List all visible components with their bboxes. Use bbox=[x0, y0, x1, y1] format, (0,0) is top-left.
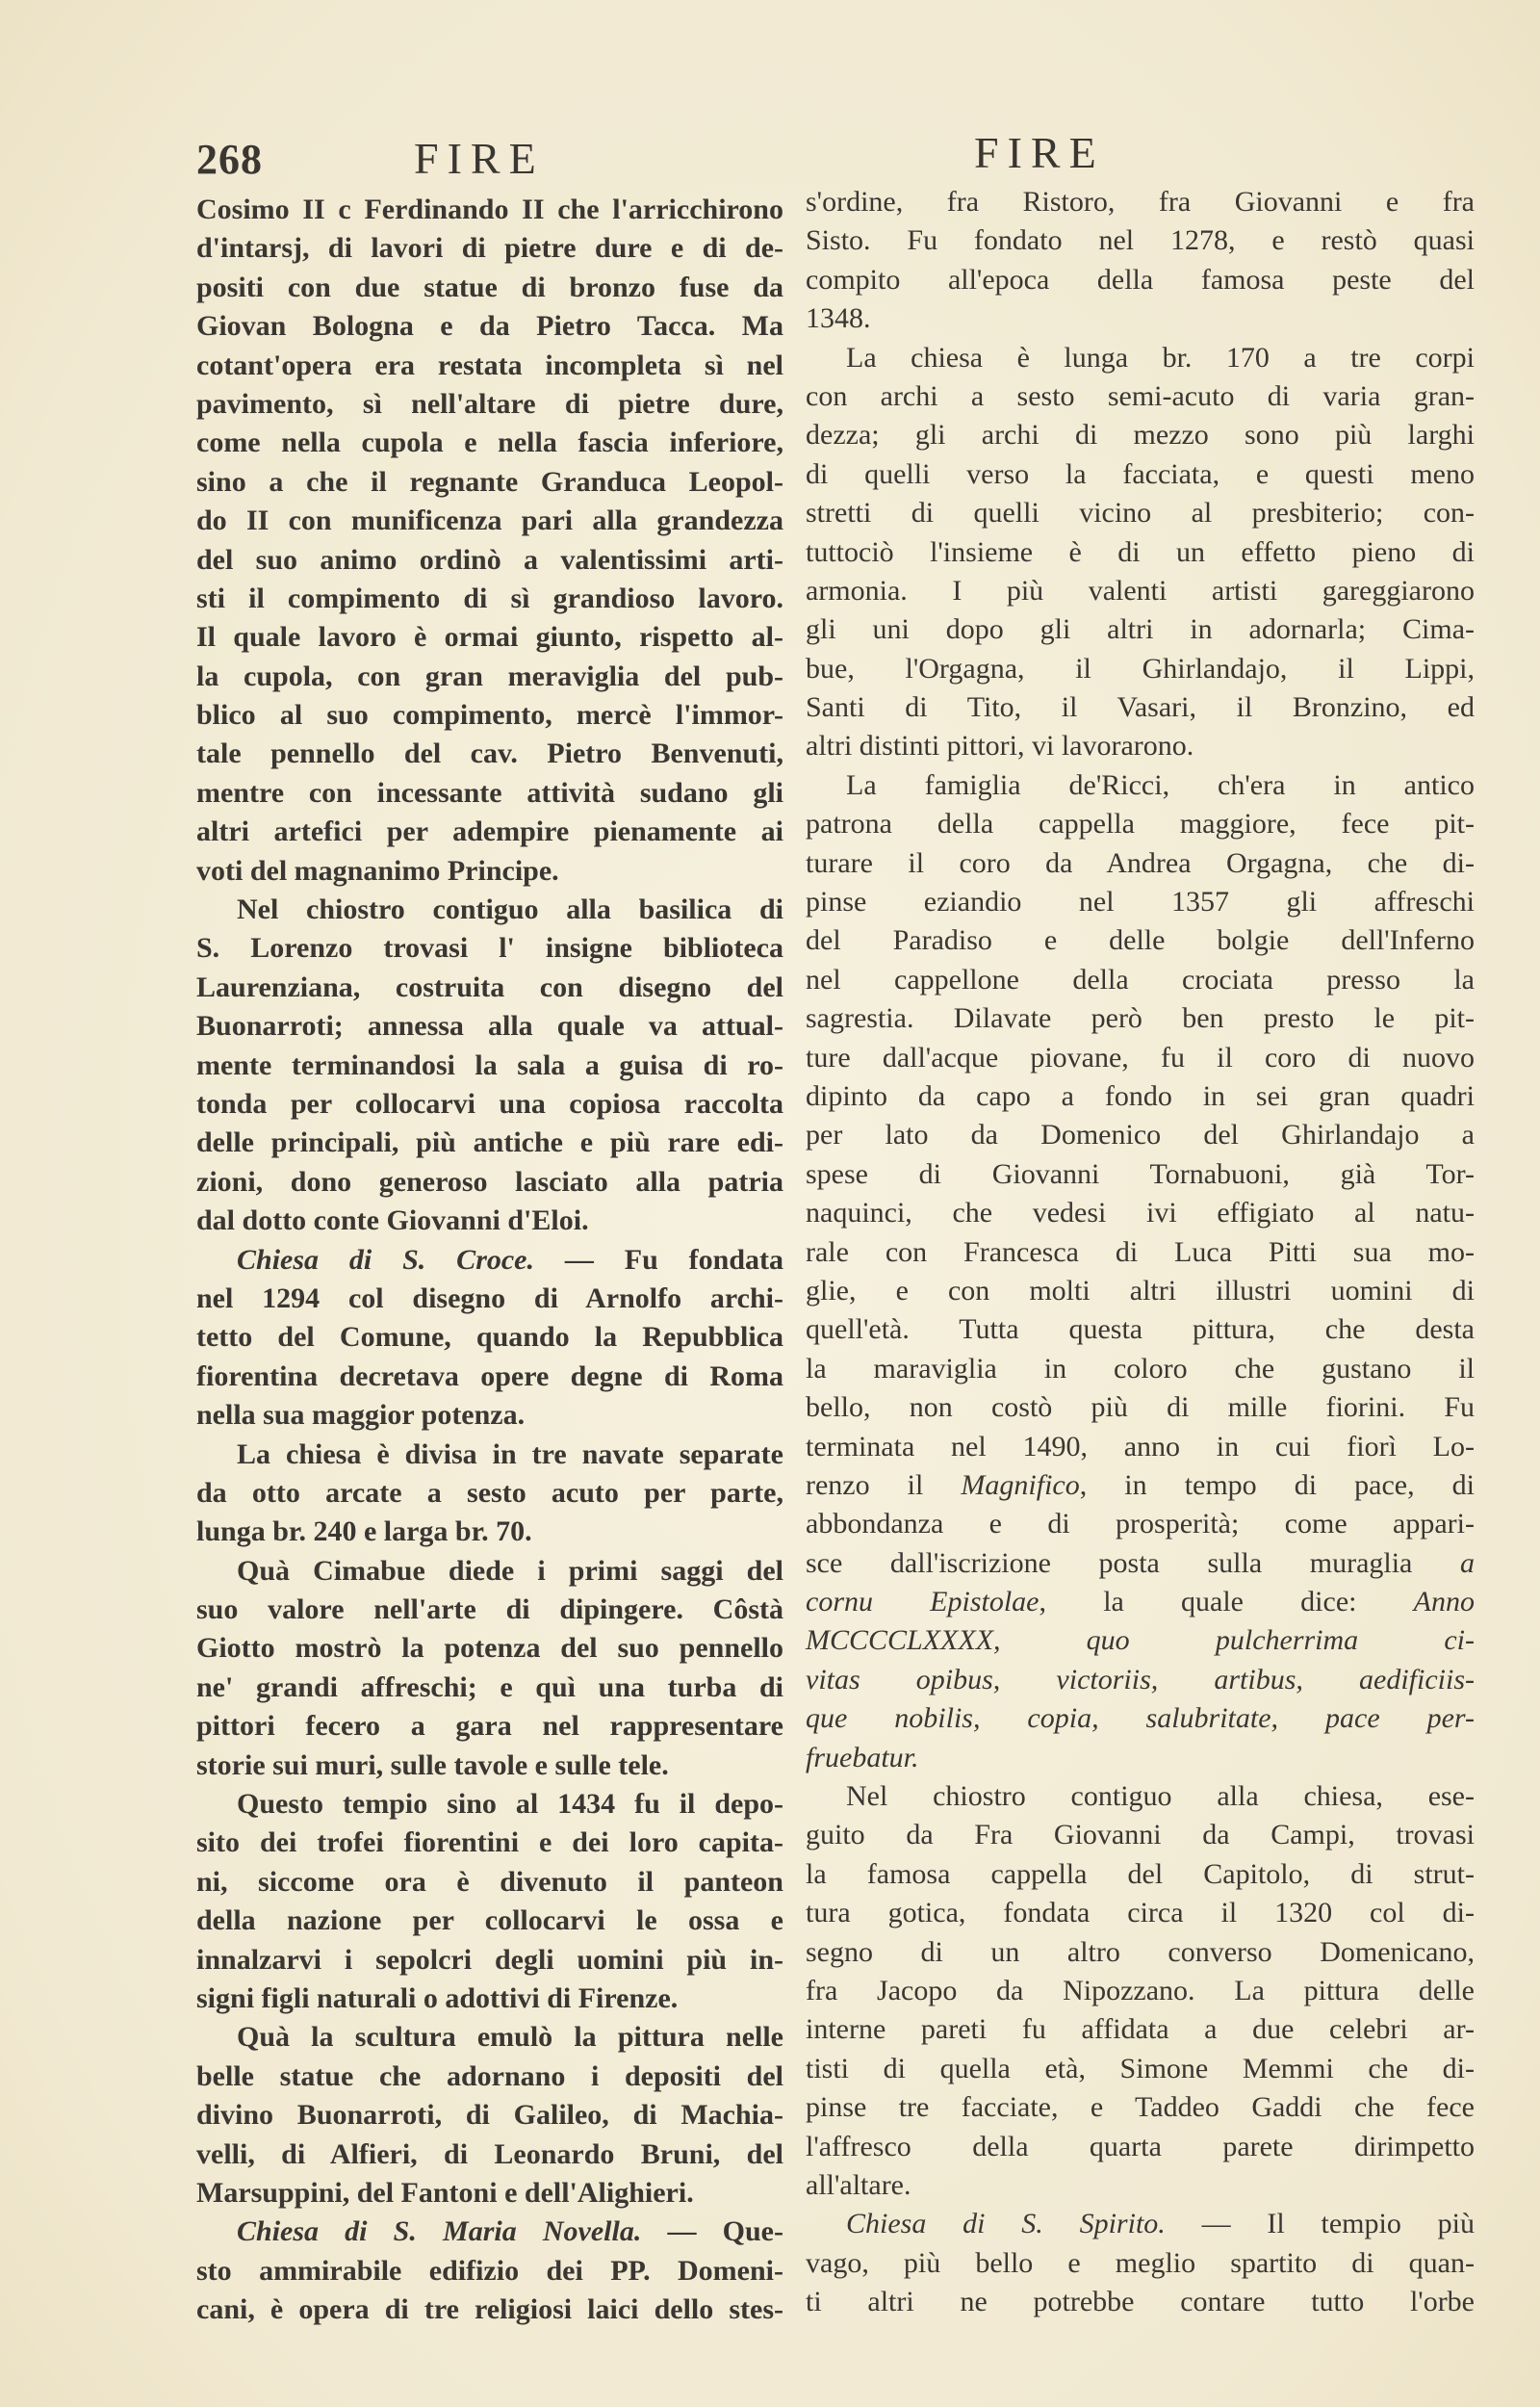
text-line: La chiesa è divisa in tre navate separate bbox=[237, 1437, 783, 1470]
text-line: bue, l'Orgagna, il Ghirlandajo, il Lippi, bbox=[806, 652, 1475, 685]
paragraph bbox=[196, 891, 783, 1241]
text-line: Quà Cimabue diede i primi saggi del bbox=[237, 1554, 783, 1587]
text-line: abbondanza e di prosperità; come appari- bbox=[806, 1508, 1475, 1540]
text-line: La chiesa è lunga br. 170 a tre corpi bbox=[846, 341, 1475, 374]
text-line: mentre con incessante attività sudano gli bbox=[196, 776, 783, 809]
text-line: compito all'epoca della famosa peste del bbox=[806, 263, 1475, 296]
running-head-left: FIRE bbox=[414, 134, 545, 183]
text-line: Giotto mostrò la potenza del suo pennello bbox=[196, 1632, 783, 1665]
paragraph bbox=[806, 183, 1475, 339]
text-line bbox=[196, 2213, 783, 2251]
paragraph bbox=[196, 191, 783, 891]
text-line: di quelli verso la facciata, e questi meno bbox=[806, 457, 1475, 490]
text-line: della nazione per collocarvi le ossa e bbox=[196, 1904, 783, 1937]
text-line: blico al suo compimento, mercè l'immor- bbox=[196, 699, 783, 732]
running-head-right: FIRE bbox=[974, 128, 1105, 177]
text-line: Nel chiostro contiguo alla basilica di bbox=[237, 893, 783, 926]
text-segment: , la quale dice: bbox=[1039, 1586, 1414, 1618]
paragraph bbox=[196, 1436, 783, 1552]
text-line: tisti di quella età, Simone Memmi che di- bbox=[806, 2052, 1475, 2084]
text-line: all'altare. bbox=[806, 2168, 911, 2201]
text-line: da otto arcate a sesto acuto per parte, bbox=[196, 1476, 783, 1509]
text-line: dipinto da capo a fondo in sei gran quadri bbox=[806, 1079, 1475, 1112]
text-line bbox=[806, 2205, 1475, 2243]
text-segment: sce dall'iscrizione posta sulla muraglia bbox=[806, 1546, 1460, 1579]
text-line: S. Lorenzo trovasi l' insigne biblioteca bbox=[196, 932, 783, 965]
text-line: fra Jacopo da Nipozzano. La pittura delle bbox=[806, 1974, 1475, 2006]
text-segment: — Que- bbox=[641, 2215, 783, 2248]
text-line: l'affresco della quarta parete dirimpetto bbox=[806, 2130, 1475, 2162]
text-line: del suo animo ordinò a valentissimi arti- bbox=[196, 543, 783, 576]
text-line: come nella cupola e nella fascia inferiore, bbox=[196, 427, 783, 459]
text-line: sti il compimento di sì grandioso lavoro. bbox=[196, 582, 783, 614]
text-line: sagrestia. Dilavate però ben presto le pit- bbox=[806, 1002, 1475, 1035]
text-line: Questo tempio sino al 1434 fu il depo- bbox=[237, 1788, 783, 1821]
text-segment: , in tempo di pace, di bbox=[1079, 1468, 1475, 1501]
text-line bbox=[806, 1466, 1475, 1505]
text-line: per lato da Domenico del Ghirlandajo a bbox=[806, 1119, 1475, 1152]
text-line: ti altri ne potrebbe contare tutto l'orbe bbox=[806, 2286, 1475, 2318]
text-line: altri artefici per adempire pienamente ai bbox=[196, 815, 783, 848]
text-line: con archi a sesto semi-acuto di varia gran- bbox=[806, 379, 1475, 412]
text-line: segno di un altro converso Domenicano, bbox=[806, 1935, 1475, 1968]
italic-text: MCCCCLXXXX, quo pulcherrima ci- bbox=[806, 1624, 1475, 1657]
text-line: signi figli naturali o adottivi di Firenze. bbox=[196, 1981, 679, 2014]
text-line: terminata nel 1490, anno in cui fiorì Lo- bbox=[806, 1430, 1475, 1462]
text-line: cani, è opera di tre religiosi laici dello stes- bbox=[196, 2293, 783, 2326]
paragraph bbox=[806, 1777, 1475, 2205]
text-line: nella sua maggior potenza. bbox=[196, 1399, 526, 1432]
paragraph bbox=[196, 1241, 783, 1436]
text-line: altri distinti pittori, vi lavorarono. bbox=[806, 730, 1194, 763]
text-line: Marsuppini, del Fantoni e dell'Alighieri. bbox=[196, 2176, 694, 2209]
text-line: sino a che il regnante Granduca Leopol- bbox=[196, 465, 783, 498]
text-line: nel 1294 col disegno di Arnolfo archi- bbox=[196, 1281, 783, 1314]
text-line: armonia. I più valenti artisti gareggiarono bbox=[806, 574, 1475, 607]
italic-text: Chiesa di S. Spirito. bbox=[846, 2208, 1166, 2240]
italic-text: Magnifico bbox=[961, 1468, 1080, 1501]
text-segment: — Il tempio più bbox=[1165, 2208, 1475, 2240]
text-line: del Paradiso e delle bolgie dell'Inferno bbox=[806, 924, 1475, 957]
text-line: lunga br. 240 e larga br. 70. bbox=[196, 1515, 532, 1548]
text-line: cotant'opera era restata incompleta sì nel bbox=[196, 349, 783, 381]
text-line: stretti di quelli vicino al presbiterio; con- bbox=[806, 497, 1475, 530]
italic-text: fruebatur. bbox=[806, 1741, 919, 1773]
text-line bbox=[806, 1621, 1475, 1660]
text-line bbox=[806, 1583, 1475, 1621]
text-line bbox=[806, 1739, 1475, 1777]
text-line: spese di Giovanni Tornabuoni, già Tor- bbox=[806, 1157, 1475, 1190]
italic-text: vitas opibus, victoriis, artibus, aedificiis- bbox=[806, 1663, 1475, 1695]
text-line: Buonarroti; annessa alla quale va attual- bbox=[196, 1010, 783, 1043]
text-line: rale con Francesca di Luca Pitti sua mo- bbox=[806, 1235, 1475, 1268]
text-line: divino Buonarroti, di Galileo, di Machia- bbox=[196, 2099, 783, 2132]
text-line: s'ordine, fra Ristoro, fra Giovanni e fra bbox=[806, 186, 1475, 218]
text-line: glie, e con molti altri illustri uomini di bbox=[806, 1274, 1475, 1307]
text-line: gli uni dopo gli altri in adornarla; Cima- bbox=[806, 613, 1475, 646]
text-line: 1348. bbox=[806, 302, 871, 335]
text-line: vago, più bello e meglio spartito di quan- bbox=[806, 2246, 1475, 2279]
text-line: Santi di Tito, il Vasari, il Bronzino, ed bbox=[806, 691, 1475, 724]
text-line: velli, di Alfieri, di Leonardo Bruni, del bbox=[196, 2137, 783, 2170]
text-line bbox=[806, 1699, 1475, 1738]
text-line: d'intarsj, di lavori di pietre dure e di de- bbox=[196, 232, 783, 265]
paragraph bbox=[196, 2018, 783, 2213]
text-segment: renzo il bbox=[806, 1468, 962, 1501]
text-line: Nel chiostro contiguo alla chiesa, ese- bbox=[846, 1780, 1475, 1813]
text-line: Giovan Bologna e da Pietro Tacca. Ma bbox=[196, 310, 783, 343]
text-line bbox=[196, 1241, 783, 1280]
text-line: bello, non costò più di mille fiorini. Fu bbox=[806, 1391, 1475, 1424]
text-line: la maraviglia in coloro che gustano il bbox=[806, 1352, 1475, 1385]
text-line: pinse tre facciate, e Taddeo Gaddi che fece bbox=[806, 2091, 1475, 2124]
text-line: tale pennello del cav. Pietro Benvenuti, bbox=[196, 738, 783, 770]
text-segment: — Fu fondata bbox=[534, 1243, 783, 1276]
paragraph bbox=[196, 2213, 783, 2329]
text-line bbox=[806, 1661, 1475, 1699]
text-line: positi con due statue di bronzo fuse da bbox=[196, 271, 783, 303]
text-line: do II con munificenza pari alla grandezza bbox=[196, 505, 783, 537]
italic-text: a bbox=[1460, 1546, 1475, 1579]
text-line: guito da Fra Giovanni da Campi, trovasi bbox=[806, 1819, 1475, 1851]
text-line: tuttociò l'insieme è di un effetto pieno di bbox=[806, 535, 1475, 568]
text-line: zioni, dono generoso lasciato alla patria bbox=[196, 1165, 783, 1198]
text-line: fiorentina decretava opere degne di Roma bbox=[196, 1359, 783, 1392]
text-line: Il quale lavoro è ormai giunto, rispetto al- bbox=[196, 621, 783, 654]
text-line: innalzarvi i sepolcri degli uomini più in- bbox=[196, 1943, 783, 1976]
text-line: storie sui muri, sulle tavole e sulle tele. bbox=[196, 1748, 669, 1781]
text-line: turare il coro da Andrea Orgagna, che di- bbox=[806, 846, 1475, 879]
text-line: tura gotica, fondata circa il 1320 col di- bbox=[806, 1897, 1475, 1929]
italic-text: que nobilis, copia, salubritate, pace per- bbox=[806, 1702, 1475, 1735]
paragraph bbox=[806, 2205, 1475, 2321]
paragraph bbox=[196, 1785, 783, 2018]
text-line: ne' grandi affreschi; e quì una turba di bbox=[196, 1670, 783, 1703]
paragraph bbox=[806, 766, 1475, 1777]
italic-text: Chiesa di S. Croce. bbox=[237, 1243, 534, 1276]
text-line: la famosa cappella del Capitolo, di strut- bbox=[806, 1857, 1475, 1890]
text-line bbox=[806, 1544, 1475, 1583]
text-line: La famiglia de'Ricci, ch'era in antico bbox=[846, 768, 1475, 801]
text-column-right bbox=[806, 183, 1475, 2321]
text-line: sito dei trofei fiorentini e dei loro capita- bbox=[196, 1826, 783, 1859]
text-line: tonda per collocarvi una copiosa raccolta bbox=[196, 1087, 783, 1120]
text-column-left bbox=[196, 191, 783, 2329]
paragraph bbox=[196, 1552, 783, 1785]
text-line: tetto del Comune, quando la Repubblica bbox=[196, 1321, 783, 1354]
text-line: voti del magnanimo Principe. bbox=[196, 854, 559, 887]
italic-text: cornu Epistolae bbox=[806, 1586, 1040, 1618]
text-line: dal dotto conte Giovanni d'Eloi. bbox=[196, 1204, 589, 1237]
text-line: pittori fecero a gara nel rappresentare bbox=[196, 1710, 783, 1743]
text-line: ni, siccome ora è divenuto il panteon bbox=[196, 1865, 783, 1898]
paragraph bbox=[806, 339, 1475, 766]
text-line: Cosimo II c Ferdinando II che l'arricchirono bbox=[196, 194, 783, 225]
text-line: Laurenziana, costruita con disegno del bbox=[196, 971, 783, 1003]
text-line: ture dall'acque piovane, fu il coro di nuovo bbox=[806, 1041, 1475, 1074]
text-line: naquinci, che vedesi ivi effigiato al natu- bbox=[806, 1197, 1475, 1229]
italic-text: Chiesa di S. Maria Novella. bbox=[237, 2215, 642, 2248]
text-line: suo valore nell'arte di dipingere. Côstà bbox=[196, 1593, 783, 1626]
text-line: belle statue che adornano i depositi del bbox=[196, 2059, 783, 2092]
text-line: sto ammirabile edifizio dei PP. Domeni- bbox=[196, 2254, 783, 2287]
text-line: nel cappellone della crociata presso la bbox=[806, 963, 1475, 996]
text-line: pinse eziandio nel 1357 gli affreschi bbox=[806, 886, 1475, 919]
page-number: 268 bbox=[196, 136, 263, 183]
text-line: mente terminandosi la sala a guisa di ro- bbox=[196, 1048, 783, 1081]
text-line: Sisto. Fu fondato nel 1278, e restò quasi bbox=[806, 224, 1475, 257]
text-line: pavimento, sì nell'altare di pietre dure, bbox=[196, 387, 783, 420]
text-line: patrona della cappella maggiore, fece pit- bbox=[806, 808, 1475, 841]
text-line: Quà la scultura emulò la pittura nelle bbox=[237, 2021, 783, 2054]
text-line: delle principali, più antiche e più rare edi- bbox=[196, 1126, 783, 1159]
text-line: dezza; gli archi di mezzo sono più larghi bbox=[806, 419, 1475, 452]
text-line: la cupola, con gran meraviglia del pub- bbox=[196, 660, 783, 692]
text-line: interne pareti fu affidata a due celebri ar- bbox=[806, 2013, 1475, 2046]
text-line: quell'età. Tutta questa pittura, che desta bbox=[806, 1313, 1475, 1346]
italic-text: Anno bbox=[1413, 1586, 1475, 1618]
